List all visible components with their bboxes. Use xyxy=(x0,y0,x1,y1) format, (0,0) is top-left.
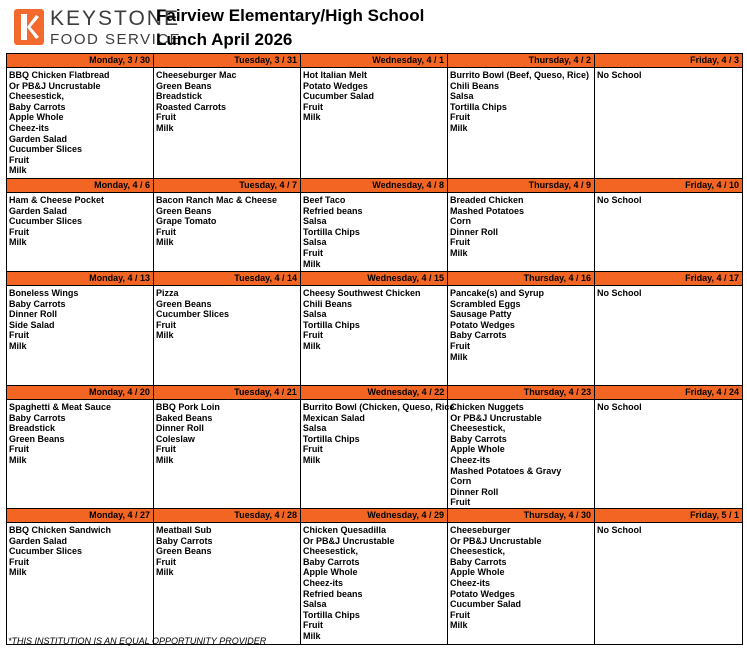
menu-item: Cheesestick, xyxy=(450,546,506,557)
menu-item: Fruit xyxy=(9,226,29,237)
menu-item: Fruit xyxy=(156,226,176,237)
menu-item: Tortilla Chips xyxy=(302,433,360,444)
menu-item: Milk xyxy=(9,340,27,351)
menu-item: Apple Whole xyxy=(450,444,505,455)
day-cell xyxy=(448,271,595,385)
menu-items xyxy=(154,523,300,578)
day-cell xyxy=(301,53,448,178)
menu-item: Milk xyxy=(303,112,321,123)
menu-item: Green Beans xyxy=(156,205,212,216)
menu-item: Corn xyxy=(450,476,472,487)
menu-item: Apple Whole xyxy=(303,567,358,578)
day-cell xyxy=(7,385,154,508)
school-title: Fairview Elementary/High School xyxy=(156,6,425,25)
day-date: Monday, 4 / 27 xyxy=(7,508,153,523)
day-cell xyxy=(154,53,301,178)
week-row xyxy=(6,178,743,271)
menu-item: Cucumber Salad xyxy=(450,599,522,610)
week-row xyxy=(6,53,743,178)
menu-item: Milk xyxy=(156,567,174,578)
menu-item: No School xyxy=(597,70,642,80)
menu-item: Potato Wedges xyxy=(303,80,368,91)
day-date: Friday, 4 / 17 xyxy=(595,271,742,286)
menu-item: Baby Carrots xyxy=(9,412,66,423)
menu-item: Cheeseburger Mac xyxy=(156,70,237,80)
day-cell xyxy=(595,508,742,644)
menu-item: Garden Salad xyxy=(9,205,68,216)
day-cell xyxy=(301,271,448,385)
day-date: Wednesday, 4 / 15 xyxy=(301,271,447,286)
day-date: Friday, 4 / 3 xyxy=(595,53,742,68)
menu-item: Baby Carrots xyxy=(450,433,507,444)
menu-item: Sausage Patty xyxy=(450,309,512,320)
menu-item: Tortilla Chips xyxy=(450,101,507,112)
day-date: Monday, 4 / 6 xyxy=(7,178,153,193)
menu-item: Cucumber Slices xyxy=(9,144,83,155)
menu-item: Milk xyxy=(9,454,27,465)
menu-item: Fruit xyxy=(155,444,176,455)
menu-item: Salsa xyxy=(450,91,474,102)
menu-item: Milk xyxy=(450,122,468,133)
menu-item: Fruit xyxy=(450,497,471,508)
menu-item: Baked Beans xyxy=(155,412,213,423)
menu-item: Fruit xyxy=(156,319,176,330)
menu-items xyxy=(7,400,153,466)
menu-items xyxy=(448,286,594,362)
menu-item: Chili Beans xyxy=(303,298,353,309)
menu-item: Cheesestick, xyxy=(450,423,506,434)
day-date: Wednesday, 4 / 22 xyxy=(301,385,447,400)
menu-item: Baby Carrots xyxy=(9,101,66,112)
menu-item: Salsa xyxy=(303,216,327,227)
menu-item: Milk xyxy=(155,454,174,465)
menu-item: Cheesy Southwest Chicken xyxy=(303,288,421,298)
menu-item: BBQ Pork Loin xyxy=(155,402,220,412)
menu-items xyxy=(301,68,447,123)
menu-item: Mashed Potatoes xyxy=(450,205,525,216)
menu-item: No School xyxy=(597,525,642,535)
menu-item: Dinner Roll xyxy=(9,309,58,320)
menu-item: Baby Carrots xyxy=(450,330,507,341)
menu-item: Boneless Wings xyxy=(9,288,79,298)
menu-items xyxy=(595,400,742,413)
day-date: Tuesday, 4 / 7 xyxy=(154,178,300,193)
day-cell xyxy=(595,178,742,271)
day-date: Friday, 5 / 1 xyxy=(595,508,742,523)
day-cell xyxy=(154,385,301,508)
menu-item: Fruit xyxy=(156,112,176,123)
menu-item: Side Salad xyxy=(9,319,55,330)
menu-item: Cucumber Slices xyxy=(9,546,83,557)
menu-item: BBQ Chicken Flatbread xyxy=(9,70,110,80)
day-cell xyxy=(448,385,595,508)
day-date: Wednesday, 4 / 29 xyxy=(301,508,447,523)
menu-item: Pancake(s) and Syrup xyxy=(450,288,545,298)
day-date: Friday, 4 / 24 xyxy=(595,385,742,400)
day-cell xyxy=(448,178,595,271)
menu-item: Garden Salad xyxy=(9,133,68,144)
menu-items xyxy=(595,523,742,536)
menu-item: Salsa xyxy=(303,599,327,610)
menu-item: Fruit xyxy=(303,247,323,258)
menu-item: Salsa xyxy=(303,309,327,320)
day-cell xyxy=(448,508,595,644)
day-cell xyxy=(7,508,154,644)
menu-item: Fruit xyxy=(9,330,29,341)
menu-item: Tortilla Chips xyxy=(303,226,360,237)
menu-item: Milk xyxy=(450,351,468,362)
menu-items xyxy=(154,400,300,466)
day-date: Wednesday, 4 / 8 xyxy=(301,178,447,193)
menu-item: Garden Salad xyxy=(9,535,68,546)
day-date: Friday, 4 / 10 xyxy=(595,178,742,193)
menu-item: Breaded Chicken xyxy=(450,195,524,205)
menu-item: Grape Tomato xyxy=(156,216,217,227)
day-date: Thursday, 4 / 23 xyxy=(448,385,594,400)
menu-item: BBQ Chicken Sandwich xyxy=(9,525,112,535)
day-cell xyxy=(595,53,742,178)
menu-item: Baby Carrots xyxy=(450,556,507,567)
menu-item: Cucumber Slices xyxy=(156,309,230,320)
day-cell xyxy=(154,178,301,271)
menu-item: Breadstick xyxy=(9,423,56,434)
week-row xyxy=(6,508,743,645)
menu-title: Lunch April 2026 xyxy=(156,30,293,49)
menu-item: Fruit xyxy=(302,444,323,455)
menu-item: Fruit xyxy=(9,154,29,165)
menu-item: Green Beans xyxy=(156,298,212,309)
menu-item: Baby Carrots xyxy=(9,298,66,309)
day-cell xyxy=(448,53,595,178)
menu-items xyxy=(7,68,153,176)
menu-item: Milk xyxy=(303,258,321,269)
day-cell xyxy=(154,508,301,644)
day-date: Wednesday, 4 / 1 xyxy=(301,53,447,68)
menu-item: Fruit xyxy=(450,237,470,248)
menu-item: Hot Italian Melt xyxy=(303,70,368,80)
day-date: Monday, 4 / 13 xyxy=(7,271,153,286)
menu-item: Apple Whole xyxy=(9,112,64,123)
menu-item: Burrito Bowl (Beef, Queso, Rice) xyxy=(450,70,590,80)
menu-item: Cheez-its xyxy=(303,577,344,588)
menu-item: Salsa xyxy=(303,237,327,248)
menu-item: Roasted Carrots xyxy=(156,101,227,112)
menu-item: Or PB&J Uncrustable xyxy=(303,535,395,546)
menu-item: Pizza xyxy=(156,288,179,298)
menu-item: No School xyxy=(597,288,642,298)
menu-item: Milk xyxy=(9,165,27,176)
menu-item: Milk xyxy=(156,330,174,341)
menu-item: Ham & Cheese Pocket xyxy=(9,195,105,205)
day-cell xyxy=(595,385,742,508)
menu-items xyxy=(595,68,742,81)
menu-item: Milk xyxy=(303,340,321,351)
menu-item: Spaghetti & Meat Sauce xyxy=(9,402,112,412)
menu-items xyxy=(154,193,300,248)
menu-item: Apple Whole xyxy=(450,567,505,578)
menu-items xyxy=(595,193,742,206)
menu-item: Dinner Roll xyxy=(155,423,204,434)
menu-item: Refried beans xyxy=(303,205,363,216)
menu-item: Cheez-its xyxy=(450,454,491,465)
menu-item: Corn xyxy=(450,216,471,227)
menu-items xyxy=(7,523,153,578)
menu-item: Or PB&J Uncrustable xyxy=(450,535,542,546)
week-row xyxy=(6,385,743,508)
menu-item: Milk xyxy=(9,237,27,248)
day-date: Thursday, 4 / 16 xyxy=(448,271,594,286)
menu-item: Green Beans xyxy=(9,433,65,444)
menu-item: Breadstick xyxy=(156,91,203,102)
menu-item: Or PB&J Uncrustable xyxy=(9,80,101,91)
menu-item: Milk xyxy=(450,620,468,631)
menu-item: Fruit xyxy=(9,444,29,455)
menu-item: Baby Carrots xyxy=(156,535,213,546)
menu-items xyxy=(301,523,447,642)
menu-item: Tortilla Chips xyxy=(303,609,360,620)
menu-item: Milk xyxy=(156,122,174,133)
menu-items xyxy=(448,400,594,519)
menu-item: Scrambled Eggs xyxy=(450,298,521,309)
day-date: Monday, 3 / 30 xyxy=(7,53,153,68)
day-cell xyxy=(301,385,455,508)
day-date: Thursday, 4 / 30 xyxy=(448,508,594,523)
menu-item: Milk xyxy=(303,630,321,641)
menu-item: Fruit xyxy=(303,101,323,112)
day-date: Thursday, 4 / 2 xyxy=(448,53,594,68)
menu-item: Cheesestick, xyxy=(303,546,359,557)
day-date: Tuesday, 4 / 28 xyxy=(154,508,300,523)
menu-calendar xyxy=(6,53,743,645)
menu-item: Refried beans xyxy=(303,588,363,599)
menu-item: Cucumber Slices xyxy=(9,216,83,227)
menu-items xyxy=(448,68,594,134)
menu-item: Or PB&J Uncrustable xyxy=(450,412,542,423)
menu-item: Fruit xyxy=(450,112,470,123)
day-cell xyxy=(7,178,154,271)
menu-item: Milk xyxy=(450,247,468,258)
menu-item: Tortilla Chips xyxy=(303,319,360,330)
day-date: Tuesday, 4 / 14 xyxy=(154,271,300,286)
menu-item: Chicken Nuggets xyxy=(450,402,524,412)
day-cell xyxy=(301,508,448,644)
menu-item: Mexican Salad xyxy=(302,412,365,423)
menu-item: Fruit xyxy=(9,556,29,567)
menu-item: Chicken Quesadilla xyxy=(303,525,387,535)
day-cell xyxy=(595,271,742,385)
week-row xyxy=(6,271,743,385)
menu-items xyxy=(301,193,447,269)
menu-item: Cheeseburger xyxy=(450,525,511,535)
menu-items xyxy=(595,286,742,299)
menu-item: Beef Taco xyxy=(303,195,346,205)
menu-item: Fruit xyxy=(450,340,470,351)
menu-item: No School xyxy=(597,195,642,205)
menu-item: Chili Beans xyxy=(450,80,500,91)
menu-item: Cucumber Salad xyxy=(303,91,375,102)
day-date: Tuesday, 3 / 31 xyxy=(154,53,300,68)
menu-item: Dinner Roll xyxy=(450,486,499,497)
menu-items xyxy=(7,286,153,352)
menu-items xyxy=(154,286,300,341)
menu-item: Cheesestick, xyxy=(9,91,65,102)
menu-item: Salsa xyxy=(302,423,327,434)
menu-item: Cheez-its xyxy=(450,577,491,588)
menu-item: Milk xyxy=(156,237,174,248)
menu-item: Baby Carrots xyxy=(303,556,360,567)
day-date: Thursday, 4 / 9 xyxy=(448,178,594,193)
menu-item: Milk xyxy=(9,567,27,578)
menu-items xyxy=(154,68,300,134)
menu-item: Fruit xyxy=(450,609,470,620)
keystone-logo-icon xyxy=(14,9,44,45)
day-cell xyxy=(154,271,301,385)
menu-item: Fruit xyxy=(156,556,176,567)
menu-item: No School xyxy=(597,402,642,412)
menu-item: Meatball Sub xyxy=(156,525,212,535)
menu-items xyxy=(301,286,447,352)
menu-item: Potato Wedges xyxy=(450,588,515,599)
menu-item: Potato Wedges xyxy=(450,319,515,330)
menu-item: Coleslaw xyxy=(155,433,195,444)
menu-item: Green Beans xyxy=(156,80,212,91)
menu-items xyxy=(448,523,594,631)
menu-item: Mashed Potatoes & Gravy xyxy=(450,465,562,476)
menu-item: Green Beans xyxy=(156,546,212,557)
day-cell xyxy=(7,271,154,385)
page-header xyxy=(0,0,747,52)
brand-subtitle: FOOD SERVICE xyxy=(50,31,182,48)
menu-item: Milk xyxy=(302,454,321,465)
menu-item: Fruit xyxy=(303,620,323,631)
day-date: Tuesday, 4 / 21 xyxy=(154,385,300,400)
menu-item: Fruit xyxy=(303,330,323,341)
menu-items xyxy=(301,400,455,466)
menu-items xyxy=(448,193,594,259)
brand-name: KEYSTONE xyxy=(50,7,180,30)
menu-item: Dinner Roll xyxy=(450,226,499,237)
day-cell xyxy=(301,178,448,271)
day-cell xyxy=(7,53,154,178)
menu-item: Bacon Ranch Mac & Cheese xyxy=(156,195,278,205)
day-date: Monday, 4 / 20 xyxy=(7,385,153,400)
menu-items xyxy=(7,193,153,248)
footer-disclaimer: *THIS INSTITUTION IS AN EQUAL OPPORTUNITY PROVIDER xyxy=(8,636,267,646)
menu-item: Cheez-its xyxy=(9,122,50,133)
menu-item: Burrito Bowl (Chicken, Queso, Rice xyxy=(302,402,455,412)
